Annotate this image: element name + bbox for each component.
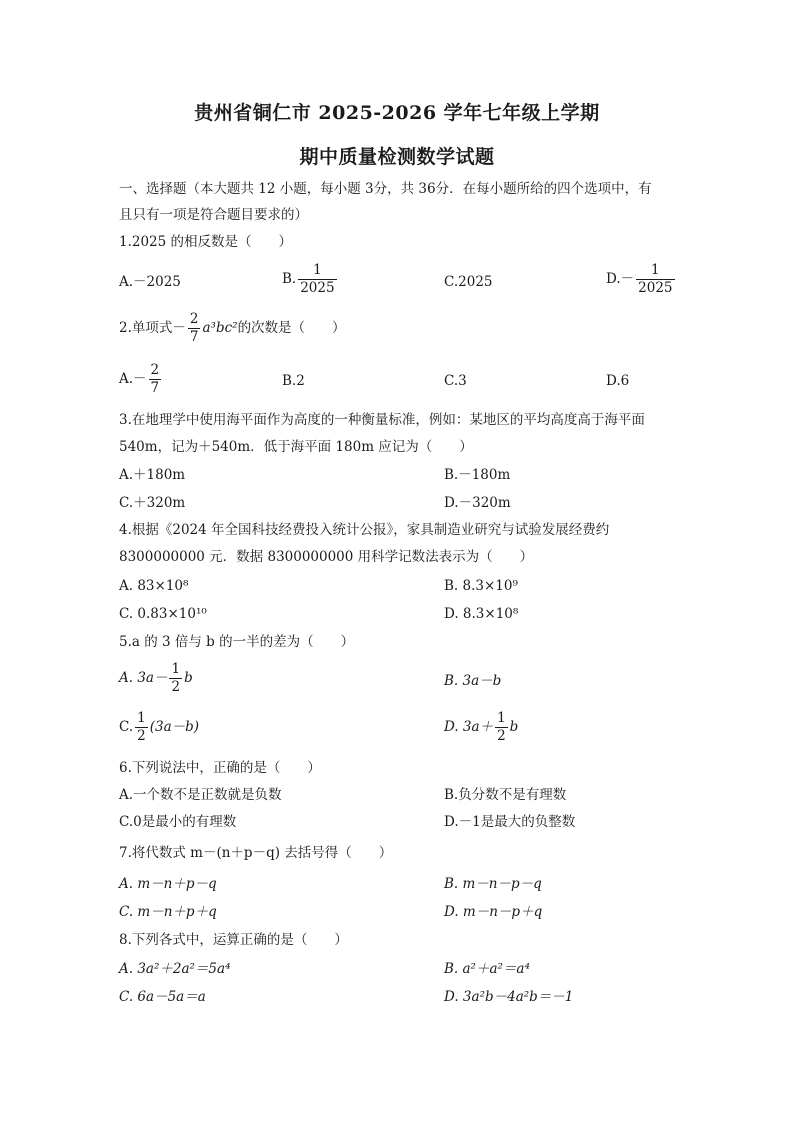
q5-option-d-fraction xyxy=(495,710,508,745)
q1-option-b xyxy=(282,262,339,297)
question-3-stem-line2: 540m，记为＋540m．低于海平面 180m 应记为（ ） xyxy=(119,439,473,455)
question-3-stem-line1: 3.在地理学中使用海平面作为高度的一种衡量标准，例如：某地区的平均高度高于海平面 xyxy=(119,412,645,428)
q8-option-c: C. 6a－5a＝a xyxy=(119,989,206,1005)
q2-option-a-fraction xyxy=(149,362,162,397)
q5-option-b: B. 3a－b xyxy=(444,673,502,689)
section-instructions-line2: 且只有一项是符合题目要求的） xyxy=(119,207,308,223)
q5-option-a-suffix: b xyxy=(184,670,193,686)
fraction-numerator: 1 xyxy=(313,262,322,278)
fraction-numerator: 1 xyxy=(497,710,506,726)
q2-coef-fraction xyxy=(188,311,201,346)
q6-option-b: B.负分数不是有理数 xyxy=(444,787,567,803)
q6-option-c: C.0是最小的有理数 xyxy=(119,814,237,830)
q8-option-d: D. 3a²b－4a²b＝－1 xyxy=(444,989,574,1005)
q1-option-c: C.2025 xyxy=(444,274,493,290)
q2-option-c: C.3 xyxy=(444,373,467,389)
q1-option-a: A.－2025 xyxy=(119,274,181,290)
q3-option-c: C.＋320m xyxy=(119,495,186,511)
q5-option-c xyxy=(119,710,199,745)
q2-stem-prefix: 2.单项式－ xyxy=(119,320,186,336)
question-2-stem xyxy=(119,311,346,346)
question-6-stem: 6.下列说法中，正确的是（ ） xyxy=(119,760,321,776)
q7-option-b: B. m－n－p－q xyxy=(444,876,542,892)
exam-title-line2: 期中质量检测数学试题 xyxy=(299,146,495,168)
fraction-denominator: 7 xyxy=(189,329,199,345)
q5-option-a xyxy=(119,661,193,696)
fraction-denominator: 2 xyxy=(137,728,146,744)
q1-option-d-label: D.－ xyxy=(606,271,635,287)
q5-option-c-fraction xyxy=(135,710,148,745)
q3-option-b: B.－180m xyxy=(444,467,511,483)
fraction-denominator: 2 xyxy=(497,728,506,744)
q5-option-d-label: D. 3a＋ xyxy=(444,719,494,735)
q7-option-c: C. m－n＋p＋q xyxy=(119,904,217,920)
q2-option-d: D.6 xyxy=(606,373,630,389)
q7-option-a: A. m－n＋p－q xyxy=(119,876,217,892)
question-8-stem: 8.下列各式中，运算正确的是（ ） xyxy=(119,932,348,948)
q2-option-a xyxy=(119,362,163,397)
section-instructions-line1: 一、选择题（本大题共 12 小题，每小题 3分，共 36分．在每小题所给的四个选项中，有 xyxy=(119,181,652,197)
q5-option-a-label: A. 3a－ xyxy=(119,670,168,686)
question-4-stem-line1: 4.根据《2024 年全国科技经费投入统计公报》，家具制造业研究与试验发展经费约 xyxy=(119,522,610,538)
q1-option-b-label: B. xyxy=(282,271,297,287)
fraction-numerator: 1 xyxy=(137,710,146,726)
fraction-denominator: 2025 xyxy=(300,280,335,296)
q2-stem-suffix: 的次数是（ ） xyxy=(237,320,346,336)
q8-option-b: B. a²＋a²＝a⁴ xyxy=(444,961,530,977)
fraction-denominator: 2 xyxy=(171,679,181,695)
q7-option-d: D. m－n－p＋q xyxy=(444,904,543,920)
q4-option-d: D. 8.3×10⁸ xyxy=(444,606,519,622)
q2-option-b: B.2 xyxy=(282,373,305,389)
q6-option-a: A.一个数不是正数就是负数 xyxy=(119,787,282,803)
q8-option-a: A. 3a²＋2a²＝5a⁴ xyxy=(119,961,231,977)
q1-option-b-fraction xyxy=(298,262,336,297)
q4-option-a: A. 83×10⁸ xyxy=(119,578,189,594)
fraction-numerator: 2 xyxy=(189,311,199,327)
fraction-numerator: 1 xyxy=(651,262,660,278)
q5-option-c-suffix: (3a－b) xyxy=(149,719,200,735)
fraction-denominator: 7 xyxy=(150,380,160,396)
question-5-stem: 5.a 的 3 倍与 b 的一半的差为（ ） xyxy=(119,634,355,650)
q2-monomial: a³bc² xyxy=(202,320,238,336)
q2-option-a-label: A.－ xyxy=(119,371,147,387)
q5-option-a-fraction xyxy=(169,661,182,696)
q5-option-d-suffix: b xyxy=(509,719,519,735)
q6-option-d: D.－1是最大的负整数 xyxy=(444,814,576,830)
question-7-stem: 7.将代数式 m－(n＋p－q) 去括号得（ ） xyxy=(119,845,393,861)
q3-option-a: A.＋180m xyxy=(119,467,186,483)
fraction-numerator: 1 xyxy=(171,661,181,677)
exam-title-line1: 贵州省铜仁市 2025-2026 学年七年级上学期 xyxy=(194,102,600,124)
q4-option-b: B. 8.3×10⁹ xyxy=(444,578,518,594)
q1-option-d-fraction xyxy=(636,262,674,297)
q5-option-c-label: C. xyxy=(119,719,134,735)
fraction-denominator: 2025 xyxy=(638,280,673,296)
q3-option-d: D.－320m xyxy=(444,495,511,511)
q1-option-d xyxy=(606,262,677,297)
q5-option-d xyxy=(444,710,518,745)
fraction-numerator: 2 xyxy=(150,362,160,378)
question-4-stem-line2: 8300000000 元．数据 8300000000 用科学记数法表示为（ ） xyxy=(119,549,534,565)
question-1-stem: 1.2025 的相反数是（ ） xyxy=(119,234,293,250)
q4-option-c: C. 0.83×10¹⁰ xyxy=(119,606,207,622)
